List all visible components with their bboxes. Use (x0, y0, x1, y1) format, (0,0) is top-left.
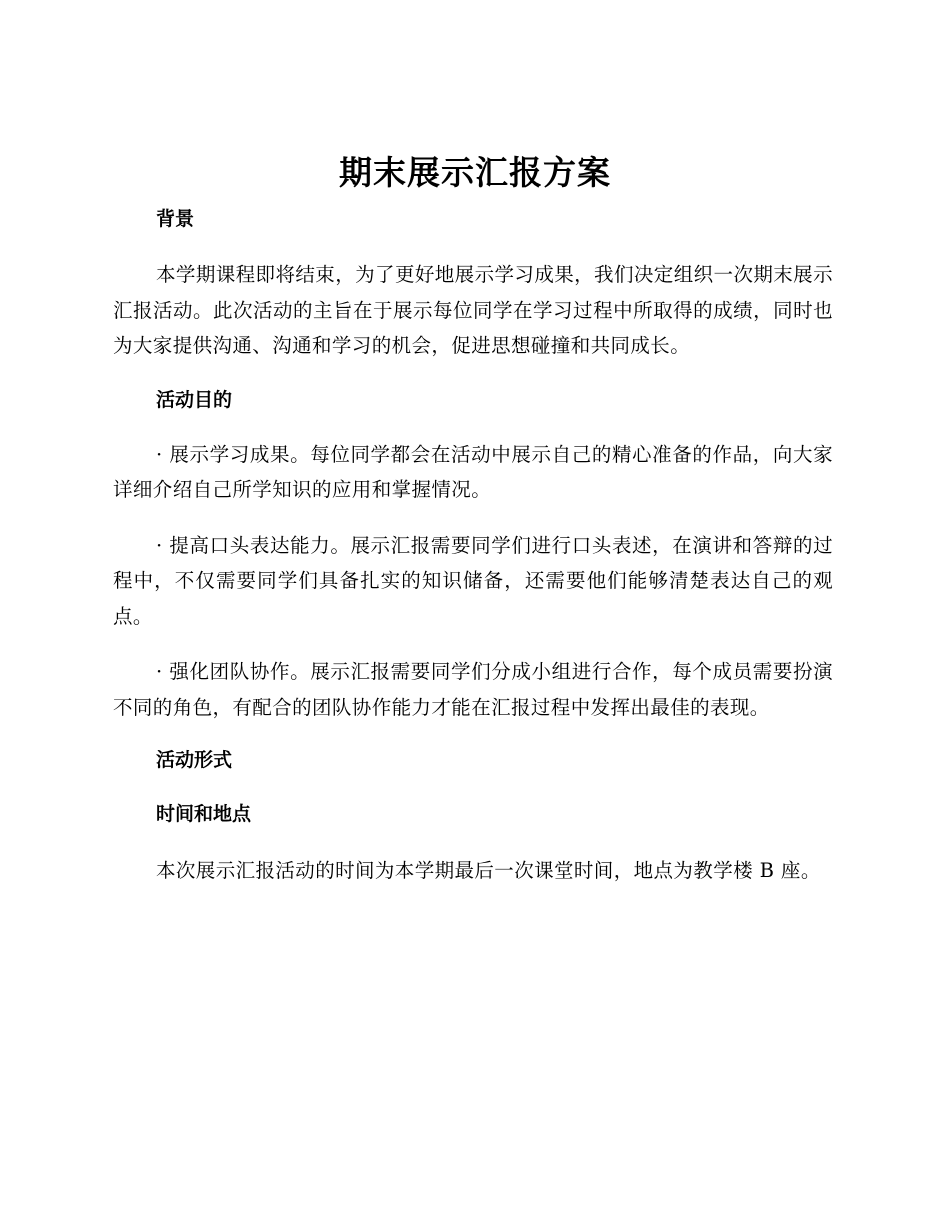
time-place-paragraph: 本次展示汇报活动的时间为本学期最后一次课堂时间，地点为教学楼 B 座。 (156, 859, 821, 882)
section-heading-time-place: 时间和地点 (156, 803, 252, 825)
purpose-item: · 展示学习成果。每位同学都会在活动中展示自己的精心准备的作品，向大家详细介绍自己所学知识的应用和掌握情况。 (113, 442, 833, 501)
document-title: 期末展示汇报方案 (339, 153, 611, 192)
document-body (113, 200, 833, 889)
background-paragraph: 本学期课程即将结束，为了更好地展示学习成果，我们决定组织一次期末展示汇报活动。此次活动的主旨在于展示每位同学在学习过程中所取得的成绩，同时也为大家提供沟通、沟通和学习的机会，促进思想碰撞和共同成长。 (113, 263, 833, 357)
purpose-item: · 强化团队协作。展示汇报需要同学们分成小组进行合作，每个成员需要扮演不同的角色，有配合的团队协作能力才能在汇报过程中发挥出最佳的表现。 (113, 660, 833, 719)
section-heading-background: 背景 (156, 208, 195, 230)
purpose-item: · 提高口头表达能力。展示汇报需要同学们进行口头表述，在演讲和答辩的过程中，不仅需要同学们具备扎实的知识储备，还需要他们能够清楚表达自己的观点。 (113, 533, 833, 628)
section-heading-purpose: 活动目的 (156, 388, 233, 411)
section-heading-format: 活动形式 (156, 749, 233, 771)
